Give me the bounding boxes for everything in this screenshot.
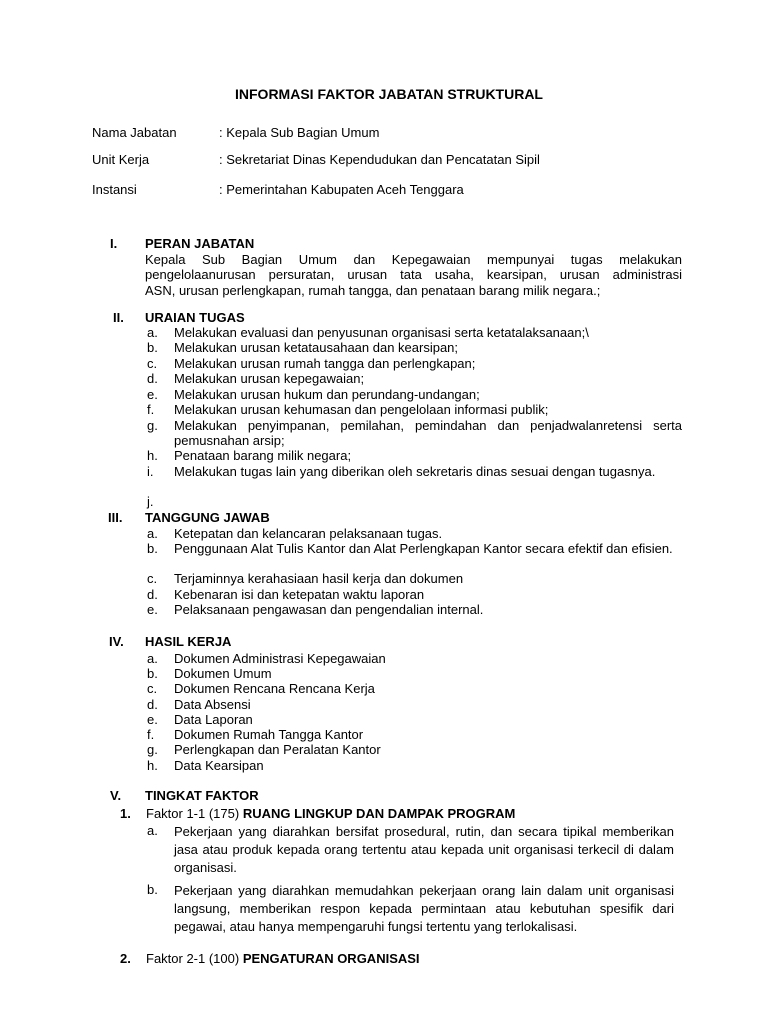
- section-title-uraian-tugas: URAIAN TUGAS: [145, 310, 245, 325]
- info-label-instansi: Instansi: [92, 182, 137, 197]
- info-value-instansi: : Pemerintahan Kabupaten Aceh Tenggara: [219, 182, 464, 197]
- section-numeral-iii: III.: [108, 510, 123, 525]
- section-numeral-i: I.: [110, 236, 118, 251]
- hasil-item: Dokumen Administrasi Kepegawaian: [174, 651, 386, 666]
- tanggung-letter: e.: [147, 602, 158, 617]
- uraian-letter: a.: [147, 325, 158, 340]
- document-title: INFORMASI FAKTOR JABATAN STRUKTURAL: [235, 86, 543, 102]
- tanggung-letter: a.: [147, 526, 158, 541]
- hasil-letter: a.: [147, 651, 158, 666]
- peran-line-3: ASN, urusan perlengkapan, rumah tangga, dan penataan barang milik negara.;: [145, 283, 601, 298]
- uraian-letter: h.: [147, 448, 158, 463]
- faktor-heading-2: [146, 951, 420, 966]
- tanggung-letter: b.: [147, 541, 158, 556]
- section-title-tanggung-jawab: TANGGUNG JAWAB: [145, 510, 270, 525]
- hasil-letter: h.: [147, 758, 158, 773]
- info-label-nama-jabatan: Nama Jabatan: [92, 125, 177, 140]
- uraian-item: Melakukan urusan rumah tangga dan perlengkapan;: [174, 356, 476, 371]
- faktor-prefix: Faktor 1-1 (175): [146, 806, 243, 821]
- tanggung-item: Kebenaran isi dan ketepatan waktu laporan: [174, 587, 425, 602]
- section-title-hasil-kerja: HASIL KERJA: [145, 634, 232, 649]
- uraian-letter: c.: [147, 356, 158, 371]
- uraian-item: Melakukan urusan hukum dan perundang-undangan;: [174, 387, 480, 402]
- peran-line-2: pengelolaanurusan persuratan, urusan tata usaha, kearsipan, urusan administrasi: [145, 267, 682, 282]
- hasil-letter: e.: [147, 712, 158, 727]
- uraian-letter: b.: [147, 340, 158, 355]
- tanggung-letter: c.: [147, 571, 158, 586]
- faktor-heading-1: [146, 806, 515, 821]
- section-numeral-ii: II.: [113, 310, 124, 325]
- faktor-number-2: 2.: [120, 951, 131, 966]
- uraian-letter: f.: [147, 402, 155, 417]
- faktor-item: Pekerjaan yang diarahkan memudahkan pekerjaan orang lain dalam unit organisasi langsung, memberikan respon kepada permintaan atau kebutuhan spesifik dari pegawai, atau hanya mempengaruhi fungsi tertentu yang terlokalisasi.: [174, 883, 674, 934]
- uraian-item: Melakukan evaluasi dan penyusunan organisasi serta ketatalaksanaan;\: [174, 325, 589, 340]
- uraian-item: Penataan barang milik negara;: [174, 448, 352, 463]
- uraian-letter: j.: [147, 494, 154, 509]
- peran-line-1: Kepala Sub Bagian Umum dan Kepegawaian mempunyai tugas melakukan: [145, 252, 682, 267]
- uraian-letter: g.: [147, 418, 158, 433]
- faktor-name: PENGATURAN ORGANISASI: [242, 951, 420, 966]
- section-numeral-iv: IV.: [109, 634, 124, 649]
- tanggung-item: Ketepatan dan kelancaran pelaksanaan tugas.: [174, 526, 443, 541]
- uraian-letter: d.: [147, 371, 158, 386]
- tanggung-item: Penggunaan Alat Tulis Kantor dan Alat Perlengkapan Kantor secara efektif dan efisien.: [174, 541, 673, 556]
- hasil-item: Data Absensi: [174, 697, 251, 712]
- hasil-letter: c.: [147, 681, 158, 696]
- uraian-letter: e.: [147, 387, 158, 402]
- section-numeral-v: V.: [110, 788, 122, 803]
- hasil-letter: g.: [147, 742, 158, 757]
- hasil-letter: b.: [147, 666, 158, 681]
- tanggung-item: Pelaksanaan pengawasan dan pengendalian internal.: [174, 602, 484, 617]
- info-value-unit-kerja: : Sekretariat Dinas Kependudukan dan Pencatatan Sipil: [219, 152, 540, 167]
- faktor-name: RUANG LINGKUP DAN DAMPAK PROGRAM: [242, 806, 516, 821]
- section-title-tingkat-faktor: TINGKAT FAKTOR: [145, 788, 259, 803]
- tanggung-letter: d.: [147, 587, 158, 602]
- hasil-item: Data Laporan: [174, 712, 253, 727]
- uraian-item: Melakukan tugas lain yang diberikan oleh sekretaris dinas sesuai dengan tugasnya.: [174, 464, 656, 479]
- tanggung-item: Terjaminnya kerahasiaan hasil kerja dan dokumen: [174, 571, 464, 586]
- uraian-item: Melakukan urusan kepegawaian;: [174, 371, 365, 386]
- faktor-number-1: 1.: [120, 806, 131, 821]
- hasil-letter: d.: [147, 697, 158, 712]
- hasil-item: Perlengkapan dan Peralatan Kantor: [174, 742, 381, 757]
- uraian-item: Melakukan urusan ketatausahaan dan kearsipan;: [174, 340, 459, 355]
- faktor-letter: a.: [147, 823, 158, 838]
- hasil-item: Dokumen Rencana Rencana Kerja: [174, 681, 375, 696]
- info-label-unit-kerja: Unit Kerja: [92, 152, 150, 167]
- faktor-prefix: Faktor 2-1 (100): [146, 951, 243, 966]
- uraian-letter: i.: [147, 464, 154, 479]
- hasil-item: Dokumen Umum: [174, 666, 272, 681]
- uraian-item: Melakukan urusan kehumasan dan pengelolaan informasi publik;: [174, 402, 549, 417]
- hasil-letter: f.: [147, 727, 155, 742]
- info-value-nama-jabatan: : Kepala Sub Bagian Umum: [219, 125, 380, 140]
- faktor-letter: b.: [147, 882, 158, 897]
- hasil-item: Data Kearsipan: [174, 758, 264, 773]
- uraian-item: Melakukan penyimpanan, pemilahan, pemindahan dan penjadwalanretensi serta pemusnahan arsip;: [174, 418, 682, 448]
- section-title-peran-jabatan: PERAN JABATAN: [145, 236, 255, 251]
- faktor-item: Pekerjaan yang diarahkan bersifat prosedural, rutin, dan secara tipikal memberikan jasa atau produk kepada orang tertentu atau kepada unit organisasi terkecil di dalam organisasi.: [174, 824, 674, 875]
- hasil-item: Dokumen Rumah Tangga Kantor: [174, 727, 364, 742]
